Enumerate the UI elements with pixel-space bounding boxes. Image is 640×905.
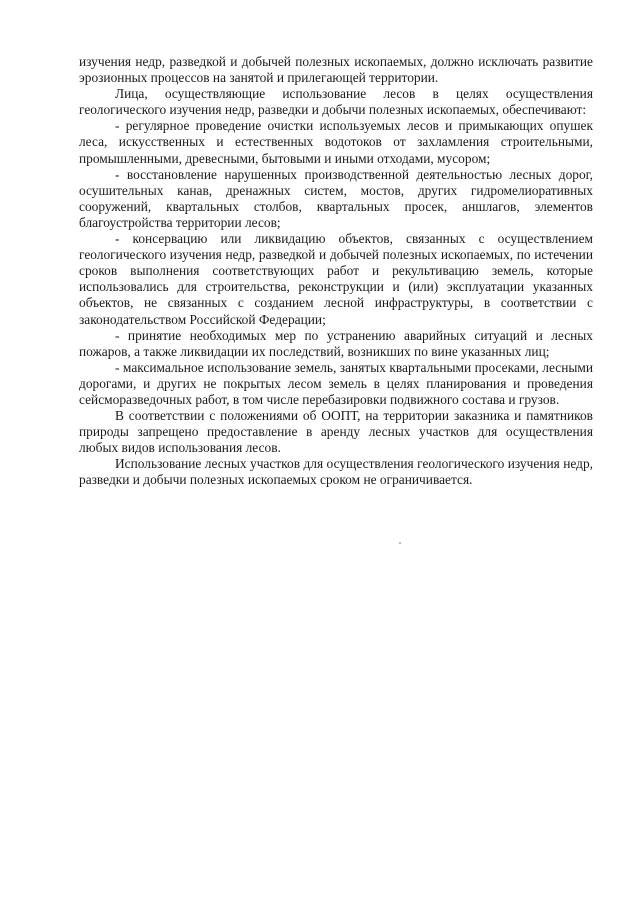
paragraph-intro: Лица, осуществляющие использование лесов в целях осуществления геологического изучения недр, разведки и добычи полезных ископаемых, обеспечивают: — [79, 86, 593, 118]
list-item-conservation: - консервацию или ликвидацию объектов, связанных с осуществлением геологического изучения недр, разведкой и добычей полезных ископаемых, по истечении сроков выполнения соответствующих работ и рекультивацию земель, которые использовались для строительства, реконструкции и (или) эксплуатации указанных объектов, не связанных с созданием лесной инфраструктуры, в соответствии с законодательством Российской Федерации; — [79, 231, 593, 327]
list-item-emergency: - принятие необходимых мер по устранению аварийных ситуаций и лесных пожаров, а также ликвидации их последствий, возникших по вине указанных лиц; — [79, 327, 593, 359]
list-item-cleaning: - регулярное проведение очистки используемых лесов и примыкающих опушек леса, искусственных и естественных водотоков от захламления строительными, промышленными, древесными, бытовыми и иными отходами, мусором; — [79, 118, 593, 166]
paragraph-continuation: изучения недр, разведкой и добычей полезных ископаемых, должно исключать развитие эрозионных процессов на занятой и прилегающей территории. — [79, 54, 593, 86]
list-item-land-use: - максимальное использование земель, занятых квартальными просеками, лесными дорогами, и других не покрытых лесом земель в целях планирования и проведения сейсморазведочных работ, в том числе перебазировки подвижного состава и грузов. — [79, 359, 593, 407]
paragraph-protected-areas: В соответствии с положениями об ООПТ, на территории заказника и памятников природы запрещено предоставление в аренду лесных участков для осуществления любых видов использования лесов. — [79, 408, 593, 456]
document-body — [79, 54, 593, 489]
list-item-restoration: - восстановление нарушенных производственной деятельностью лесных дорог, осушительных канав, дренажных систем, мостов, других гидромелиоративных сооружений, квартальных столбов, квартальных просек, аншлагов, элементов благоустройства территории лесов; — [79, 166, 593, 230]
paragraph-term: Использование лесных участков для осуществления геологического изучения недр, разведки и добычи полезных ископаемых сроком не ограничивается. — [79, 456, 593, 488]
scan-speck — [399, 542, 401, 544]
